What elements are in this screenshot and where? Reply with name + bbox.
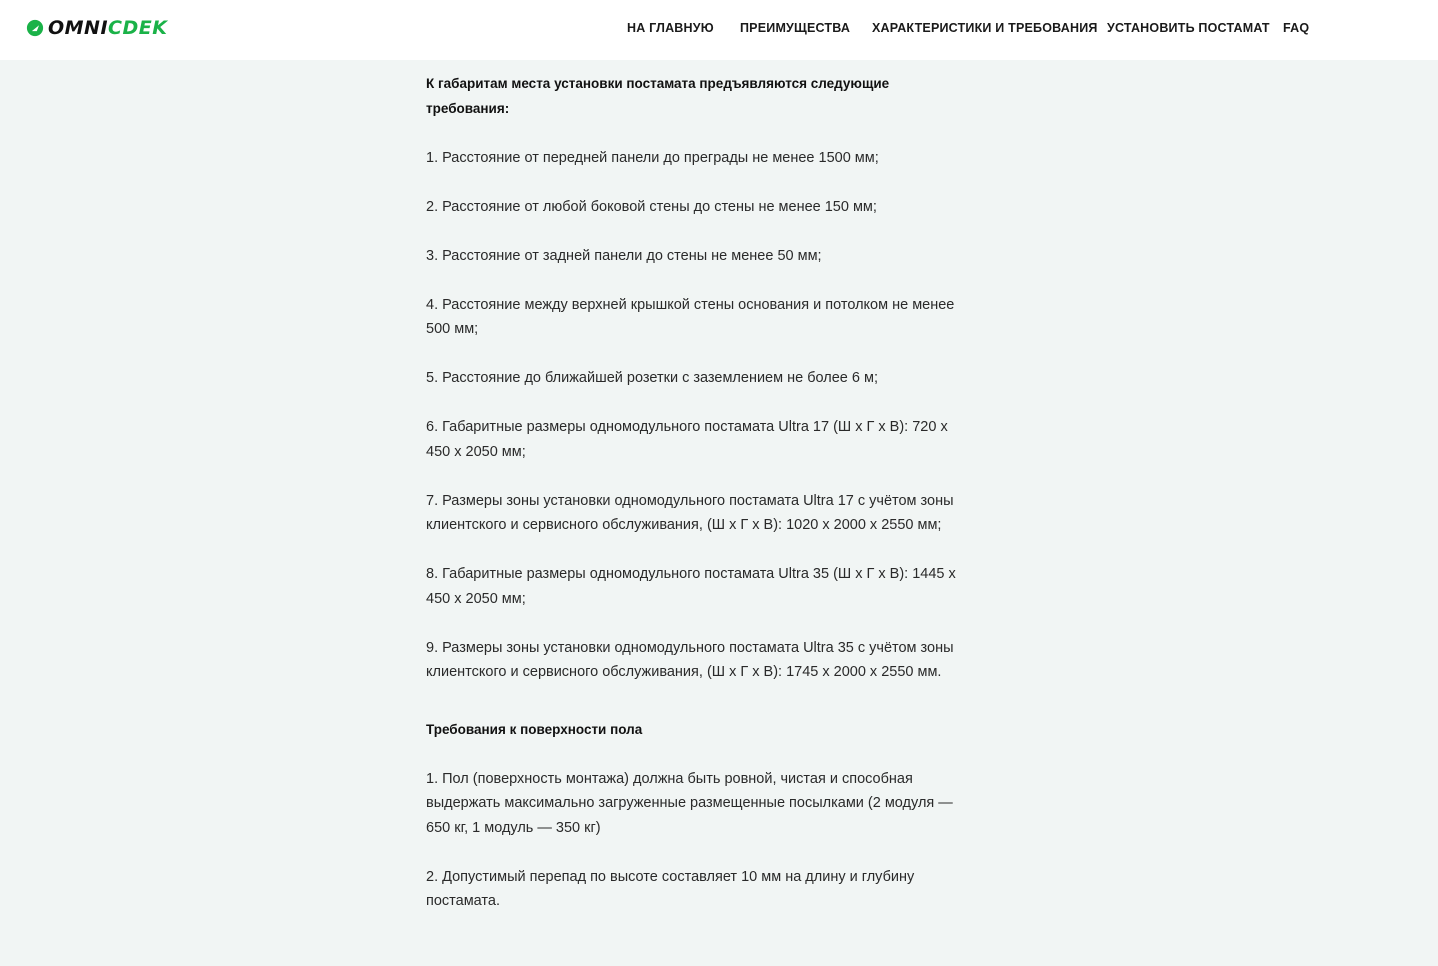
nav-item-advantages[interactable]: ПРЕИМУЩЕСТВА xyxy=(740,21,851,35)
list-item: 6. Габаритные размеры одномодульного постамата Ultra 17 (Ш х Г х В): 720 х 450 х 2050 мм; xyxy=(426,419,948,460)
logo-text-accent: CDEK xyxy=(108,17,168,39)
nav-item-specs-requirements[interactable]: ХАРАКТЕРИСТИКИ И ТРЕБОВАНИЯ xyxy=(872,21,1098,35)
list-item: 9. Размеры зоны установки одномодульного постамата Ultra 35 с учётом зоны клиентского и сервисного обслуживания, (Ш х Г х В): 1745 х 2000 х 2550 мм. xyxy=(426,639,954,680)
list-item: 4. Расстояние между верхней крышкой стены основания и потолком не менее 500 мм; xyxy=(426,296,955,337)
list-item: 3. Расстояние от задней панели до стены не менее 50 мм; xyxy=(426,247,822,264)
list-item: 8. Габаритные размеры одномодульного постамата Ultra 35 (Ш х Г х В): 1445 х 450 х 2050 мм; xyxy=(426,566,956,607)
list-item: 2. Расстояние от любой боковой стены до стены не менее 150 мм; xyxy=(426,198,877,215)
section-heading-dimensions: К габаритам места установки постамата предъявляются следующие требования: xyxy=(426,76,890,116)
section-heading-floor: Требования к поверхности пола xyxy=(426,721,643,737)
list-item: 5. Расстояние до ближайшей розетки с заземлением не более 6 м; xyxy=(426,370,878,386)
main-nav xyxy=(0,0,1438,60)
nav-item-faq[interactable]: FAQ xyxy=(1283,21,1310,35)
list-item: 7. Размеры зоны установки одномодульного постамата Ultra 17 с учётом зоны клиентского и сервисного обслуживания, (Ш х Г х В): 1020 х 2000 х 2550 мм; xyxy=(426,492,954,533)
list-item: 2. Допустимый перепад по высоте составляет 10 мм на длину и глубину постамата. xyxy=(426,868,915,909)
nav-item-install-postamat[interactable]: УСТАНОВИТЬ ПОСТАМАТ xyxy=(1107,21,1270,35)
list-item: 1. Пол (поверхность монтажа) должна быть ровной, чистая и способная выдержать максимально загруженные размещенные посылками (2 модуля — 650 кг, 1 модуль — 350 кг) xyxy=(426,770,953,836)
main-content xyxy=(426,72,966,938)
nav-item-home[interactable]: НА ГЛАВНУЮ xyxy=(627,21,714,35)
logo-text-main: OMNI xyxy=(48,17,109,39)
site-header xyxy=(0,0,1438,60)
list-item: 1. Расстояние от передней панели до преграды не менее 1500 мм; xyxy=(426,149,879,166)
